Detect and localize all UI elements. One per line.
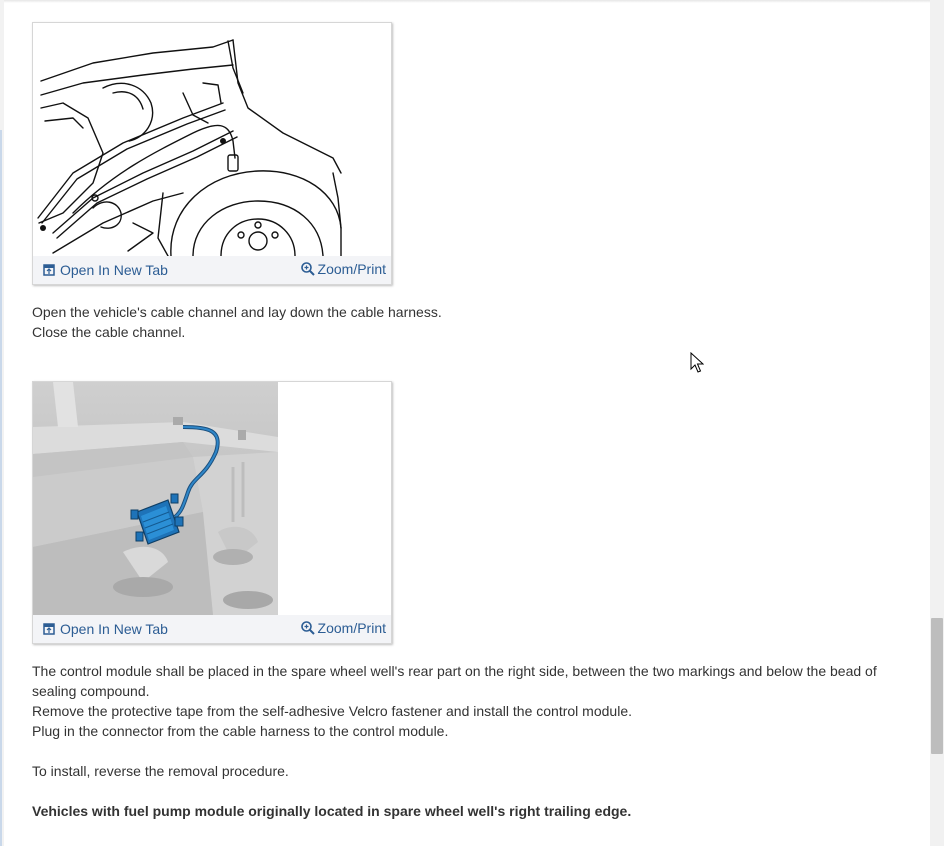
open-in-new-tab-link[interactable]: [43, 262, 168, 278]
cable-channel-illustration: [33, 23, 391, 256]
scrollbar-thumb[interactable]: [931, 618, 943, 754]
control-module-image: [33, 382, 391, 615]
figure-toolbar: [33, 615, 391, 643]
instruction-line: Remove the protective tape from the self-adhesive Velcro fastener and install the control module.: [32, 703, 632, 719]
zoom-print-link[interactable]: [300, 620, 386, 636]
open-in-new-tab-label: Open In New Tab: [60, 262, 168, 278]
open-in-new-tab-label: Open In New Tab: [60, 621, 168, 637]
left-edge-accent: [0, 130, 2, 846]
line-drawing: [33, 23, 391, 256]
figure-control-module: [32, 381, 392, 644]
zoom-print-label: Zoom/Print: [317, 620, 386, 636]
instruction-reverse: [32, 761, 289, 781]
spare-wheel-well-render: [33, 382, 391, 615]
open-in-new-tab-link[interactable]: [43, 621, 168, 637]
left-edge: [0, 0, 4, 846]
instruction-line: sealing compound.: [32, 683, 150, 699]
zoom-magnifier-icon: [300, 261, 316, 277]
top-shadow: [0, 0, 930, 3]
figure-toolbar: [33, 256, 391, 284]
section-heading: [32, 801, 631, 821]
open-new-tab-icon: [43, 264, 55, 276]
instruction-control-module: [32, 661, 877, 741]
zoom-print-label: Zoom/Print: [317, 261, 386, 277]
mouse-pointer-icon: [690, 352, 704, 374]
zoom-magnifier-icon: [300, 620, 316, 636]
instruction-line: To install, reverse the removal procedure.: [32, 763, 289, 779]
instruction-line: Close the cable channel.: [32, 324, 186, 340]
instruction-line: Plug in the connector from the cable harness to the control module.: [32, 723, 449, 739]
open-new-tab-icon: [43, 623, 55, 635]
zoom-print-link[interactable]: [300, 261, 386, 277]
heading-text: Vehicles with fuel pump module originally located in spare wheel well's right trailing edge.: [32, 803, 632, 819]
instruction-cable-channel: [32, 302, 442, 342]
figure-cable-channel: [32, 22, 392, 285]
instruction-line: Open the vehicle's cable channel and lay down the cable harness.: [32, 304, 442, 320]
instruction-line: The control module shall be placed in the spare wheel well's rear part on the right side, between the two markings and below the bead of: [32, 663, 877, 679]
